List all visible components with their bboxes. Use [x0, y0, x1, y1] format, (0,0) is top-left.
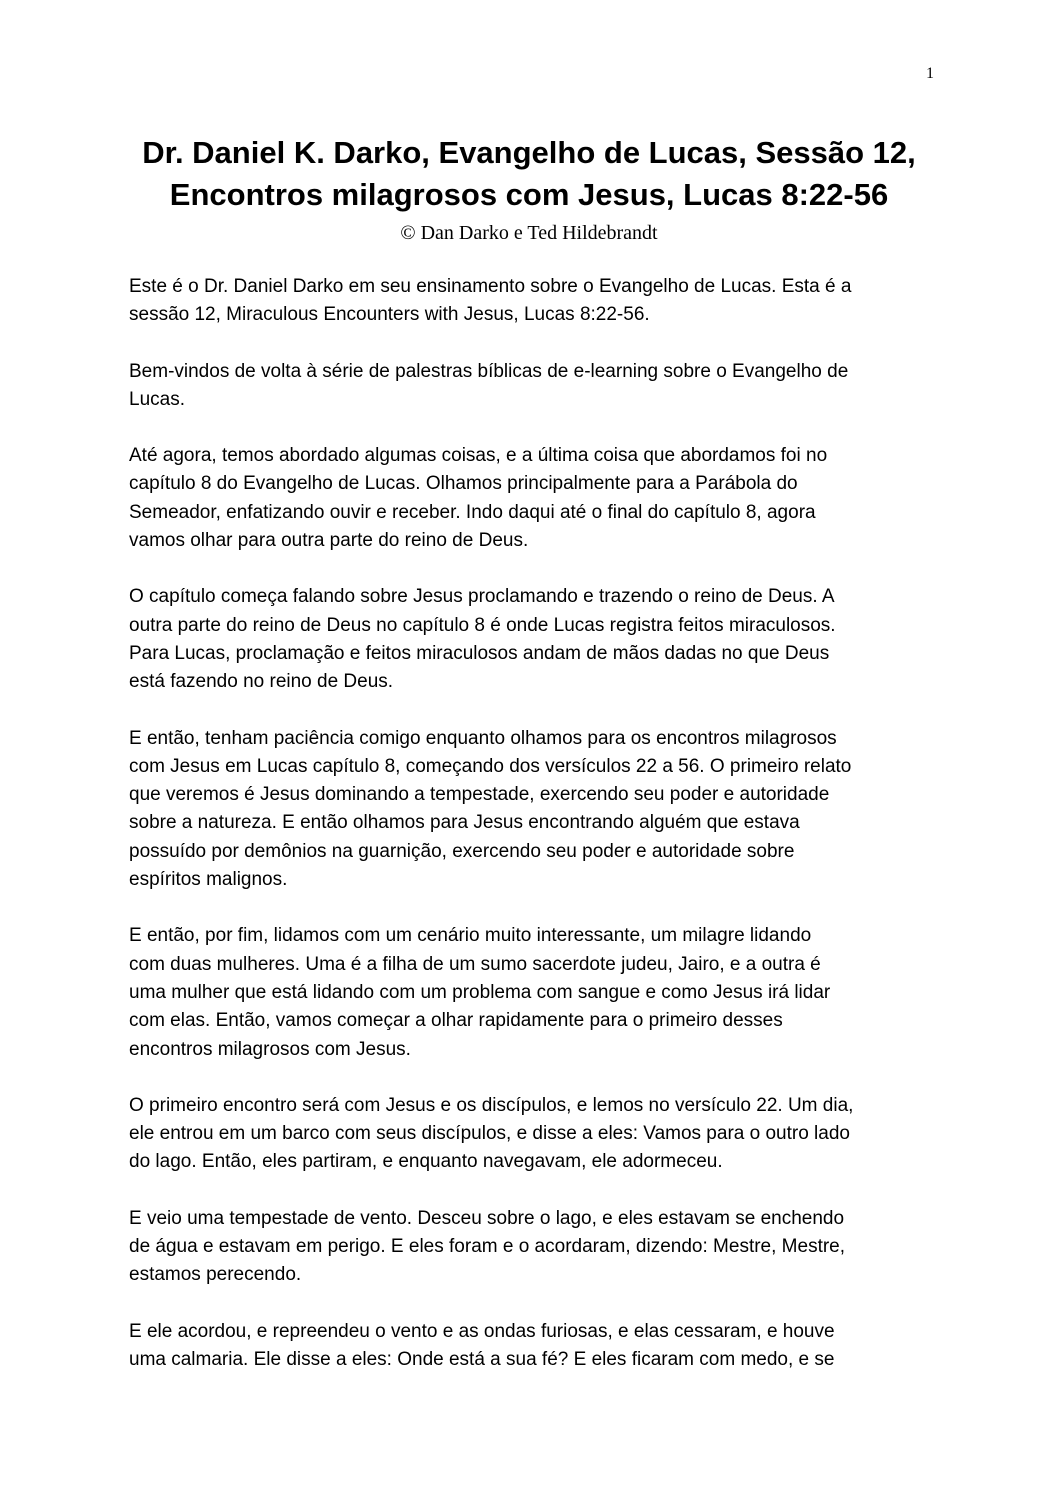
title-line: Encontros milagrosos com Jesus, Lucas 8:22-56 — [169, 177, 889, 212]
paragraph-line: possuído por demônios na guarnição, exercendo seu poder e autoridade sobre — [129, 840, 795, 862]
paragraph-line: sessão 12, Miraculous Encounters with Jesus, Lucas 8:22-56. — [129, 304, 650, 326]
page-number: 1 — [926, 65, 934, 82]
paragraph — [129, 922, 929, 1063]
paragraph-line: Até agora, temos abordado algumas coisas, e a última coisa que abordamos foi no — [129, 445, 828, 467]
paragraph-line: E ele acordou, e repreendeu o vento e as ondas furiosas, e elas cessaram, e houve — [129, 1320, 835, 1342]
paragraph-line: do lago. Então, eles partiram, e enquanto navegavam, ele adormeceu. — [129, 1151, 723, 1173]
paragraph-line: outra parte do reino de Deus no capítulo 8 é onde Lucas registra feitos miraculosos. — [129, 614, 836, 636]
paragraph — [129, 725, 929, 895]
paragraph-line: com duas mulheres. Uma é a filha de um sumo sacerdote judeu, Jairo, e a outra é — [129, 953, 821, 975]
paragraph — [129, 442, 929, 555]
paragraph-line: espíritos malignos. — [129, 869, 288, 891]
paragraph-line: sobre a natureza. E então olhamos para Jesus encontrando alguém que estava — [129, 812, 800, 834]
paragraph-line: ele entrou em um barco com seus discípulos, e disse a eles: Vamos para o outro lado — [129, 1123, 850, 1145]
paragraph — [129, 1318, 929, 1375]
copyright-notice: © Dan Darko e Ted Hildebrandt — [400, 222, 658, 244]
paragraph-line: E então, por fim, lidamos com um cenário muito interessante, um milagre lidando — [129, 925, 812, 947]
paragraph — [129, 1205, 929, 1290]
document-title — [100, 132, 958, 216]
paragraph-line: O capítulo começa falando sobre Jesus proclamando e trazendo o reino de Deus. A — [129, 586, 835, 608]
paragraph-line: Este é o Dr. Daniel Darko em seu ensinamento sobre o Evangelho de Lucas. Esta é a — [129, 276, 852, 297]
paragraph-line: Para Lucas, proclamação e feitos miraculosos andam de mãos dadas no que Deus — [129, 642, 830, 664]
paragraph-line: Bem-vindos de volta à série de palestras bíblicas de e-learning sobre o Evangelho de — [129, 360, 849, 382]
paragraph — [129, 583, 929, 696]
paragraph-line: uma mulher que está lidando com um problema com sangue e como Jesus irá lidar — [129, 981, 831, 1003]
paragraph-line: uma calmaria. Ele disse a eles: Onde está a sua fé? E eles ficaram com medo, e se — [129, 1348, 835, 1370]
paragraph-line: que veremos é Jesus dominando a tempestade, exercendo seu poder e autoridade — [129, 784, 830, 806]
paragraph-line: estamos perecendo. — [129, 1264, 302, 1286]
document-body — [129, 273, 929, 1402]
paragraph-line: encontros milagrosos com Jesus. — [129, 1038, 411, 1060]
title-line: Dr. Daniel K. Darko, Evangelho de Lucas, Sessão 12, — [142, 135, 916, 170]
paragraph-line: E então, tenham paciência comigo enquanto olhamos para os encontros milagrosos — [129, 727, 837, 749]
paragraph — [129, 273, 929, 330]
paragraph-line: com elas. Então, vamos começar a olhar rapidamente para o primeiro desses — [129, 1010, 783, 1032]
paragraph-line: está fazendo no reino de Deus. — [129, 671, 394, 693]
paragraph-line: Semeador, enfatizando ouvir e receber. Indo daqui até o final do capítulo 8, agora — [129, 501, 816, 523]
paragraph — [129, 358, 929, 415]
paragraph-line: O primeiro encontro será com Jesus e os discípulos, e lemos no versículo 22. Um dia, — [129, 1094, 854, 1116]
paragraph — [129, 1092, 929, 1177]
paragraph-line: Lucas. — [129, 388, 185, 410]
paragraph-line: E veio uma tempestade de vento. Desceu sobre o lago, e eles estavam se enchendo — [129, 1207, 845, 1229]
paragraph-line: de água e estavam em perigo. E eles foram e o acordaram, dizendo: Mestre, Mestre, — [129, 1236, 846, 1258]
paragraph-line: com Jesus em Lucas capítulo 8, começando dos versículos 22 a 56. O primeiro relato — [129, 755, 852, 777]
paragraph-line: vamos olhar para outra parte do reino de Deus. — [129, 530, 529, 552]
paragraph-line: capítulo 8 do Evangelho de Lucas. Olhamos principalmente para a Parábola do — [129, 473, 798, 495]
